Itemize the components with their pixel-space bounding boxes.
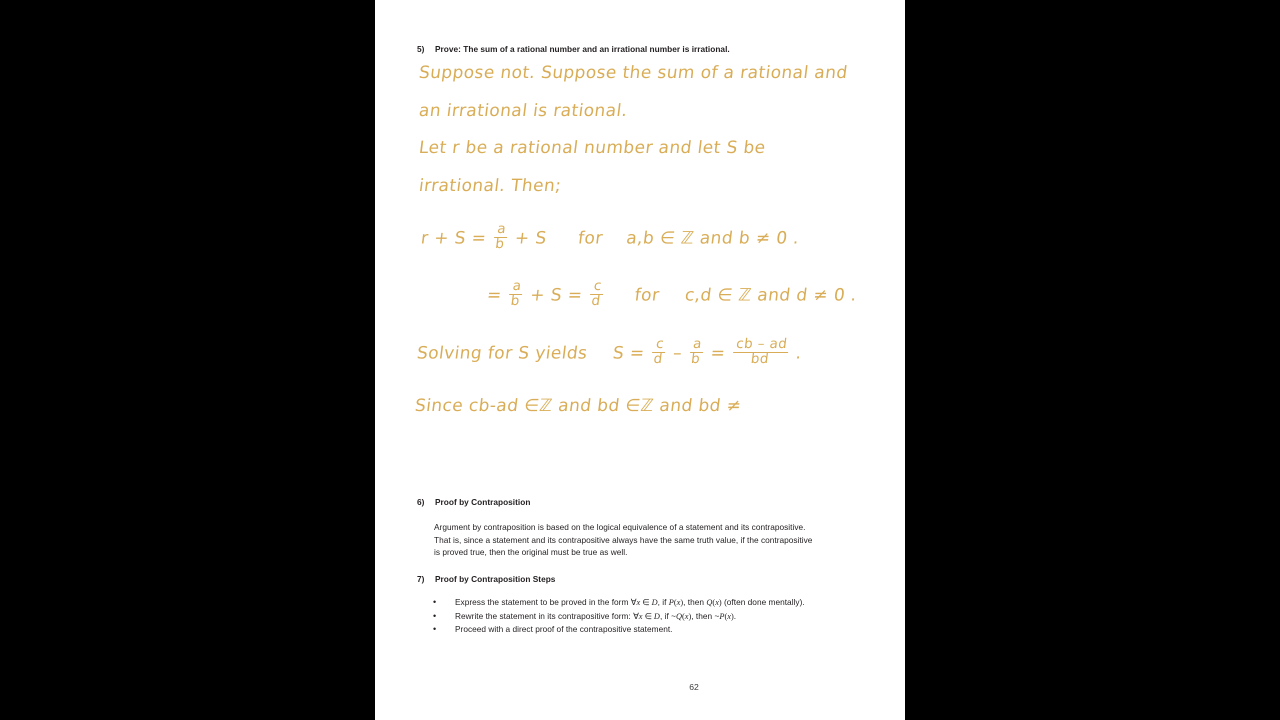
handwriting-line-4: irrational. Then; <box>417 176 563 196</box>
page-number: 62 <box>689 682 699 692</box>
bullet-text: Proceed with a direct proof of the contrapositive statement. <box>455 624 673 634</box>
eq2-numerator: a <box>511 278 523 294</box>
eq1-denominator: b <box>494 235 506 252</box>
eq3-fraction-a-over-b <box>688 338 704 367</box>
bullet-item <box>433 596 903 610</box>
eq3-minus: – <box>671 343 684 364</box>
bullet-marker-icon: • <box>433 624 437 634</box>
section-7-bullet-list <box>433 596 903 637</box>
eq3-fraction-c-over-d <box>651 338 667 367</box>
eq1-numerator: a <box>496 221 508 237</box>
section-5-heading <box>417 43 730 56</box>
eq2-numerator-2: c <box>592 278 603 294</box>
eq1-rhs: + S <box>513 228 548 249</box>
bullet-text: Rewrite the statement in its contrapositive form: ∀x ∈ D, if ~Q(x), then ~P(x). <box>455 610 737 621</box>
eq2-mid: + S = <box>529 285 584 306</box>
handwriting-line-3: Let r be a rational number and let S be <box>417 138 767 158</box>
eq3-equals: = <box>709 343 727 364</box>
eq2-denominator: b <box>509 292 521 309</box>
eq3-f1-denominator: d <box>652 350 664 367</box>
handwriting-equation-2 <box>485 278 858 310</box>
handwriting-line-1: Suppose not. Suppose the sum of a rational and <box>417 63 849 83</box>
section-5-number: 5) <box>417 44 425 54</box>
eq3-f1-numerator: c <box>655 336 665 352</box>
bullet-item <box>433 610 903 624</box>
bullet-text: Express the statement to be proved in the form ∀x ∈ D, if P(x), then Q(x) (often done mentally). <box>455 597 805 607</box>
eq2-condition: c,d ∈ ℤ and d ≠ 0 . <box>683 285 858 306</box>
eq3-f3-denominator: bd <box>731 352 788 367</box>
eq3-lead: Solving for S yields <box>415 343 589 364</box>
handwriting-equation-1 <box>419 221 801 253</box>
eq3-fraction-cbad-over-bd <box>731 338 789 367</box>
eq2-lhs: = <box>485 285 503 306</box>
paragraph-line: is proved true, then the original must be true as well. <box>434 547 628 558</box>
eq2-fraction-a-over-b <box>508 280 524 309</box>
handwriting-line-last: Since cb-ad ∈ℤ and bd ∈ℤ and bd ≠ <box>413 396 743 416</box>
eq1-condition: a,b ∈ ℤ and b ≠ 0 . <box>625 228 801 249</box>
bullet-item <box>433 623 903 637</box>
section-6-title: Proof by Contraposition <box>435 497 531 507</box>
section-5-title: Prove: The sum of a rational number and an irrational number is irrational. <box>435 44 730 54</box>
bullet-marker-icon: • <box>433 597 437 607</box>
eq1-lhs: r + S = <box>419 228 488 249</box>
handwriting-equation-3 <box>415 336 803 368</box>
handwriting-line-2: an irrational is rational. <box>417 101 629 121</box>
document-page <box>375 0 905 720</box>
section-6-heading <box>417 496 530 509</box>
section-6-number: 6) <box>417 497 425 507</box>
eq3-f2-denominator: b <box>690 350 702 367</box>
section-7-number: 7) <box>417 574 425 584</box>
eq1-condition-prefix: for <box>576 228 604 249</box>
section-7-heading <box>417 573 555 586</box>
paragraph-line: That is, since a statement and its contrapositive always have the same truth value, if the contrapositive <box>434 534 813 545</box>
eq3-f3-numerator: cb – ad <box>735 336 789 352</box>
paragraph-line: Argument by contraposition is based on the logical equivalence of a statement and its contrapositive. <box>434 522 806 532</box>
section-6-paragraph <box>434 521 884 559</box>
eq3-period: . <box>794 343 803 364</box>
eq3-s-equals: S = <box>611 343 646 364</box>
eq2-denominator-2: d <box>590 292 602 309</box>
eq2-condition-prefix: for <box>633 285 661 306</box>
eq3-f2-numerator: a <box>692 336 703 352</box>
section-7-title: Proof by Contraposition Steps <box>435 574 556 584</box>
eq1-fraction-a-over-b <box>492 223 508 252</box>
eq2-fraction-c-over-d <box>589 280 605 309</box>
bullet-marker-icon: • <box>433 610 437 621</box>
